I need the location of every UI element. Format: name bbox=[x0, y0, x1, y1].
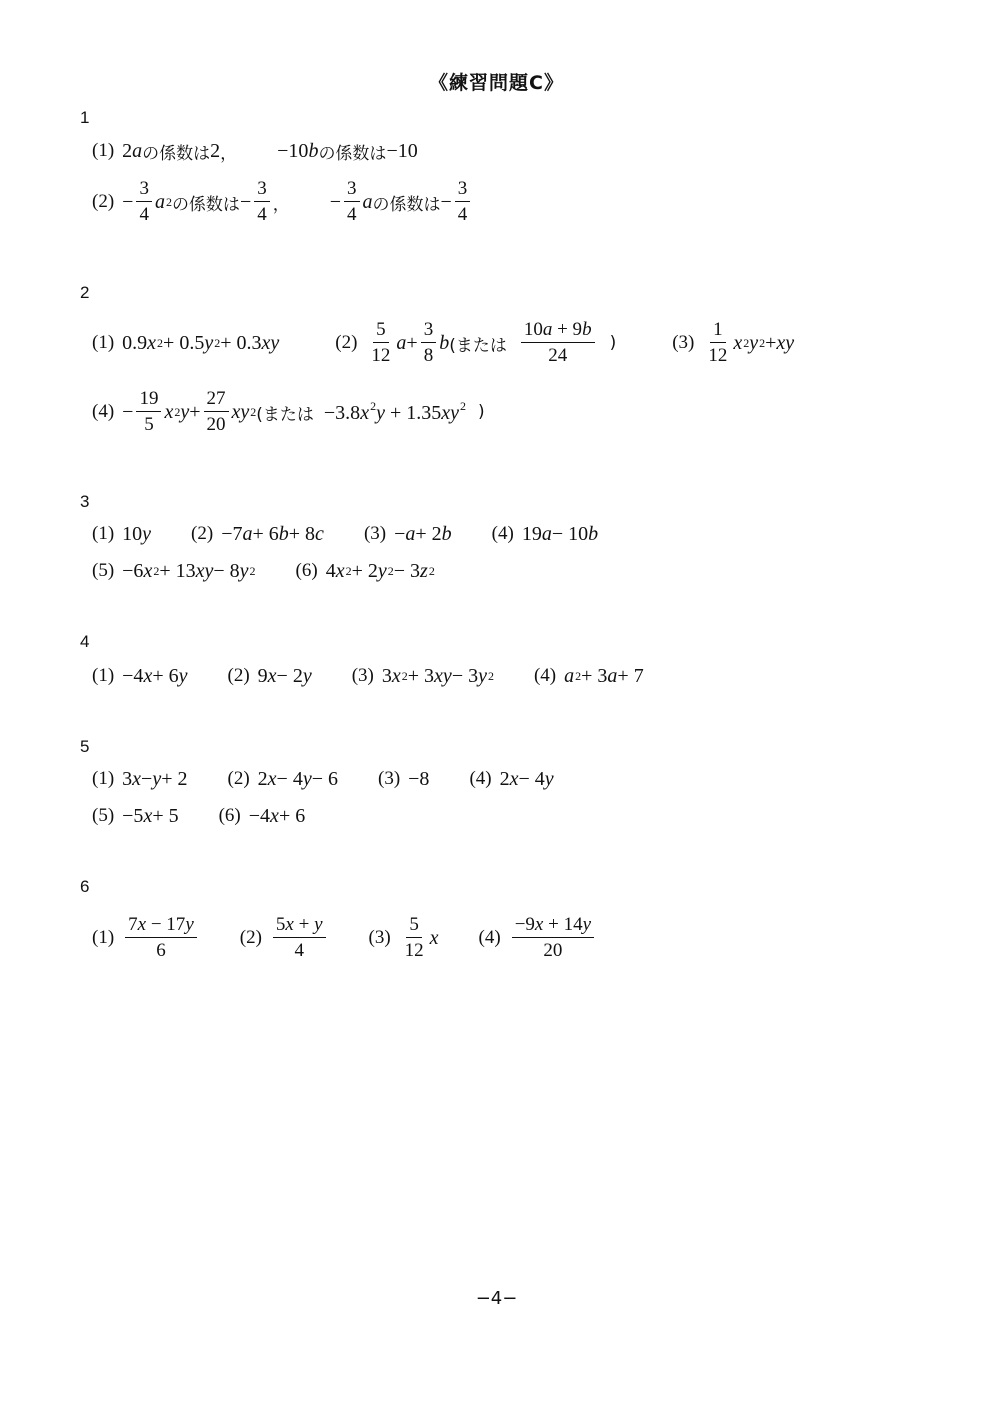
answer-expression: 10 y bbox=[122, 522, 152, 545]
page-title: 《練習問題C》 bbox=[429, 72, 564, 94]
answer-line bbox=[92, 514, 598, 554]
coef-text: の係数は bbox=[171, 194, 240, 215]
answer-expression: 4 x 2 + 2 y 2 − 3 z 2 bbox=[325, 559, 435, 582]
item-label: (2) bbox=[227, 665, 250, 686]
item-label: (4) bbox=[533, 665, 557, 686]
item-label: (2) bbox=[227, 768, 250, 789]
section-number: 2 bbox=[80, 283, 90, 302]
item-label: (3) bbox=[351, 665, 374, 686]
item-label: (1) bbox=[92, 665, 115, 686]
answer-expression: $\frac{-9x + 14y}{20}$ bbox=[509, 915, 597, 961]
answer-expression: a 2 + 3 a + 7 bbox=[564, 664, 644, 687]
answer-line bbox=[92, 388, 485, 435]
item-label: (4) bbox=[491, 523, 514, 544]
answer-expression: −4 x + 6 bbox=[248, 804, 306, 827]
comma: ， bbox=[220, 143, 238, 164]
answer-expression: 2 a の係数は 2 ， −10 b の係数は −10 bbox=[122, 139, 418, 164]
answer-expression: $\frac{5}{12}$ a + $\frac{3}{8}$ b (または $\frac{10a + 9b}{24}$ ) bbox=[371, 319, 617, 366]
item-label: (2) bbox=[92, 191, 115, 212]
section-number: 4 bbox=[80, 632, 90, 651]
item-label: (1) bbox=[92, 140, 115, 161]
answer-expression: 9 x − 2 y bbox=[257, 664, 312, 687]
item-label: (2) bbox=[239, 927, 262, 948]
answer-expression: 3 x 2 + 3 xy − 3 y 2 bbox=[381, 664, 494, 687]
answer-line bbox=[92, 319, 795, 366]
item-label: (1) bbox=[92, 768, 115, 789]
answer-expression: −6 x 2 + 13 xy − 8 y 2 bbox=[122, 559, 256, 582]
answer-expression: − $\frac{19}{5}$ x 2 y + $\frac{27}{20}$ xy 2 (または $-3.8x^2y + 1.35xy^2$ ) bbox=[122, 388, 485, 435]
comma: ， bbox=[272, 194, 290, 215]
answer-expression: 3 x − y + 2 bbox=[122, 767, 188, 790]
item-label: (1) bbox=[92, 332, 115, 353]
item-label: (5) bbox=[92, 560, 115, 581]
item-label: (3) bbox=[363, 523, 387, 544]
section-number: 3 bbox=[80, 492, 90, 511]
alt-open: (または bbox=[256, 404, 314, 425]
answer-expression: −4 x + 6 y bbox=[122, 664, 188, 687]
answer-expression: − a + 2 b bbox=[394, 522, 452, 545]
answer-expression: 2 x − 4 y − 6 bbox=[257, 767, 338, 790]
item-label: (4) bbox=[92, 401, 115, 422]
item-label: (3) bbox=[368, 927, 391, 948]
section-number: 1 bbox=[80, 108, 90, 127]
item-label: (3) bbox=[672, 332, 695, 353]
answer-expression: $\frac{7x - 17y}{6}$ bbox=[122, 915, 200, 961]
item-label: (4) bbox=[478, 927, 501, 948]
answer-expression: 2 x − 4 y bbox=[499, 767, 554, 790]
item-label: (6) bbox=[295, 560, 318, 581]
answer-expression: −7 a + 6 b + 8 c bbox=[221, 522, 324, 545]
alt-close: ) bbox=[609, 333, 617, 353]
answer-expression: 19 a − 10 b bbox=[521, 522, 599, 545]
answer-expression: −5 x + 5 bbox=[122, 804, 179, 827]
answer-line bbox=[92, 131, 418, 171]
alt-close: ) bbox=[478, 402, 485, 422]
item-label: (4) bbox=[469, 768, 492, 789]
item-label: (2) bbox=[191, 523, 214, 544]
item-label: (3) bbox=[378, 768, 401, 789]
answer-line bbox=[92, 178, 473, 225]
answer-expression: $\frac{1}{12}$ x 2 y 2 + xy bbox=[708, 319, 795, 366]
item-label: (2) bbox=[335, 332, 358, 353]
item-label: (6) bbox=[218, 805, 241, 826]
alt-open: (または bbox=[449, 335, 507, 356]
item-label: (1) bbox=[92, 523, 115, 544]
section-number: 6 bbox=[80, 877, 90, 896]
answer-line bbox=[92, 656, 644, 696]
answer-expression: $\frac{5}{12}$ x bbox=[404, 914, 439, 961]
item-label: (1) bbox=[92, 927, 115, 948]
section-number: 5 bbox=[80, 737, 90, 756]
answer-line bbox=[92, 759, 554, 799]
answer-expression: $\frac{5x + y}{4}$ bbox=[270, 915, 329, 961]
page-number: −4− bbox=[475, 1288, 518, 1309]
answer-line bbox=[92, 914, 597, 961]
answer-line bbox=[92, 796, 305, 836]
coef-text: の係数は bbox=[372, 194, 441, 215]
answer-expression: − $\frac{3}{4}$ a 2 の係数は − $\frac{3}{4}$ ， − $\frac{3}{4}$ a の係数は − $\frac{3}{4}$ bbox=[122, 179, 473, 225]
item-label: (5) bbox=[92, 805, 115, 826]
coef-text: の係数は bbox=[318, 143, 387, 164]
answer-line bbox=[92, 551, 435, 591]
answer-expression: −8 bbox=[408, 767, 430, 790]
answer-expression: 0.9 x 2 + 0.5 y 2 + 0.3 xy bbox=[122, 331, 280, 354]
coef-text: の係数は bbox=[142, 143, 211, 164]
